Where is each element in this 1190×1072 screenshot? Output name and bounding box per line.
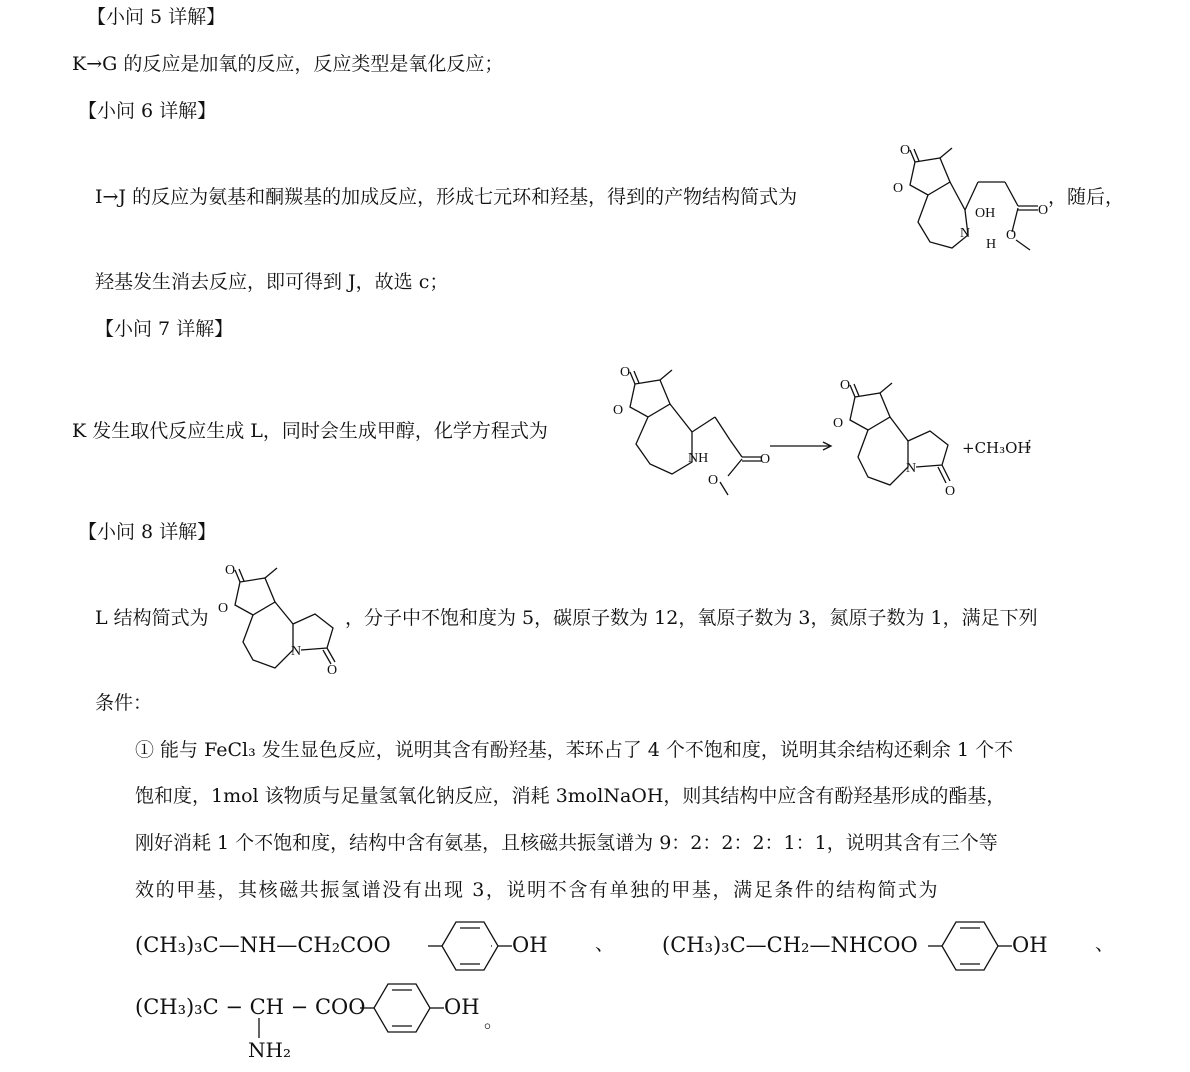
formula-3-amino-bond — [255, 1018, 265, 1040]
q8-condition-label: 条件： — [95, 692, 153, 714]
q7-l-structure — [830, 375, 960, 500]
formula-1-oh: OH — [512, 933, 548, 957]
q7l-o-ketone: O — [840, 378, 851, 393]
formula-1-benzene — [428, 916, 518, 976]
q8-para-line-3: 刚好消耗 1 个不饱和度，结构中含有氨基，且核磁共振氢谱为 9：2：2：2：1：1，说明其含有三个等 — [135, 832, 998, 854]
q8-o-ring: O — [218, 601, 229, 616]
formula-3: (CH₃)₃C − CH − COO — [135, 995, 366, 1019]
q6-o-ketone: O — [900, 143, 911, 158]
formula-2-benzene — [928, 916, 1018, 976]
q7k-o-ring: O — [613, 403, 624, 418]
q8-para-line-1: ① 能与 FeCl₃ 发生显色反应，说明其含有酚羟基，苯环占了 4 个不饱和度，说明其余结构还剩余 1 个不 — [135, 739, 1014, 761]
q7l-o-ring: O — [833, 416, 844, 431]
q6-line2: 羟基发生消去反应，即可得到 J，故选 c； — [95, 271, 449, 293]
q6-o-ester: O — [1038, 203, 1049, 218]
q6-intermediate-structure — [890, 140, 1050, 255]
q8-l-structure — [215, 560, 345, 680]
q7-text: K 发生取代反应生成 L，同时会生成甲醇，化学方程式为 — [72, 420, 548, 442]
formula-2-oh: OH — [1012, 933, 1048, 957]
q7k-nh: NH — [688, 451, 709, 466]
separator-2: 、 — [1095, 933, 1115, 955]
q8-o-ketone: O — [225, 563, 236, 578]
q7-k-structure — [610, 362, 775, 497]
q6-h: H — [986, 237, 997, 252]
q8-heading: 【小问 8 详解】 — [78, 521, 217, 543]
q6-text-after: ，随后， — [1048, 186, 1125, 208]
q7-heading: 【小问 7 详解】 — [95, 318, 234, 340]
q6-oh: OH — [975, 206, 996, 221]
q8-l-prefix: L 结构简式为 — [95, 607, 209, 629]
q7-byproduct: +CH₃OH — [962, 439, 1031, 457]
q8-para-line-4: 效的甲基，其核磁共振氢谱没有出现 3，说明不含有单独的甲基，满足条件的结构简式为 — [135, 879, 940, 901]
separator-1: 、 — [595, 933, 615, 955]
q7l-n: N — [906, 461, 917, 476]
formula-3-nh2: NH₂ — [248, 1038, 291, 1062]
q8-para-line-2: 饱和度，1mol 该物质与足量氢氧化钠反应，消耗 3molNaOH，则其结构中应含有酚羟基形成的酯基， — [135, 785, 1006, 807]
q6-n: N — [960, 226, 971, 241]
period: 。 — [484, 1010, 504, 1032]
q6-o-ester2: O — [1006, 228, 1017, 243]
q8-l-suffix: ，分子中不饱和度为 5，碳原子数为 12，氧原子数为 3，氮原子数为 1，满足下列 — [345, 607, 1038, 629]
reaction-arrow — [770, 440, 835, 452]
q7k-o-ester: O — [760, 452, 771, 467]
q8-o-lactam: O — [327, 663, 338, 678]
q7-end: ； — [1026, 434, 1042, 452]
q7k-o-ketone: O — [620, 365, 631, 380]
q8-n: N — [291, 644, 302, 659]
formula-1: (CH₃)₃C—NH—CH₂COO — [135, 933, 391, 957]
q6-heading: 【小问 6 详解】 — [78, 100, 217, 122]
q7l-o-lactam: O — [945, 484, 956, 499]
q5-text: K→G 的反应是加氧的反应，反应类型是氧化反应； — [72, 53, 504, 75]
q6-text-before: I→J 的反应为氨基和酮羰基的加成反应，形成七元环和羟基，得到的产物结构简式为 — [95, 186, 798, 208]
formula-3-oh: OH — [444, 995, 480, 1019]
formula-2: (CH₃)₃C—CH₂—NHCOO — [662, 933, 918, 957]
q5-heading: 【小问 5 详解】 — [87, 6, 226, 28]
formula-3-benzene — [360, 978, 450, 1038]
q6-o-ring: O — [893, 181, 904, 196]
q7k-o-ester2: O — [708, 473, 719, 488]
